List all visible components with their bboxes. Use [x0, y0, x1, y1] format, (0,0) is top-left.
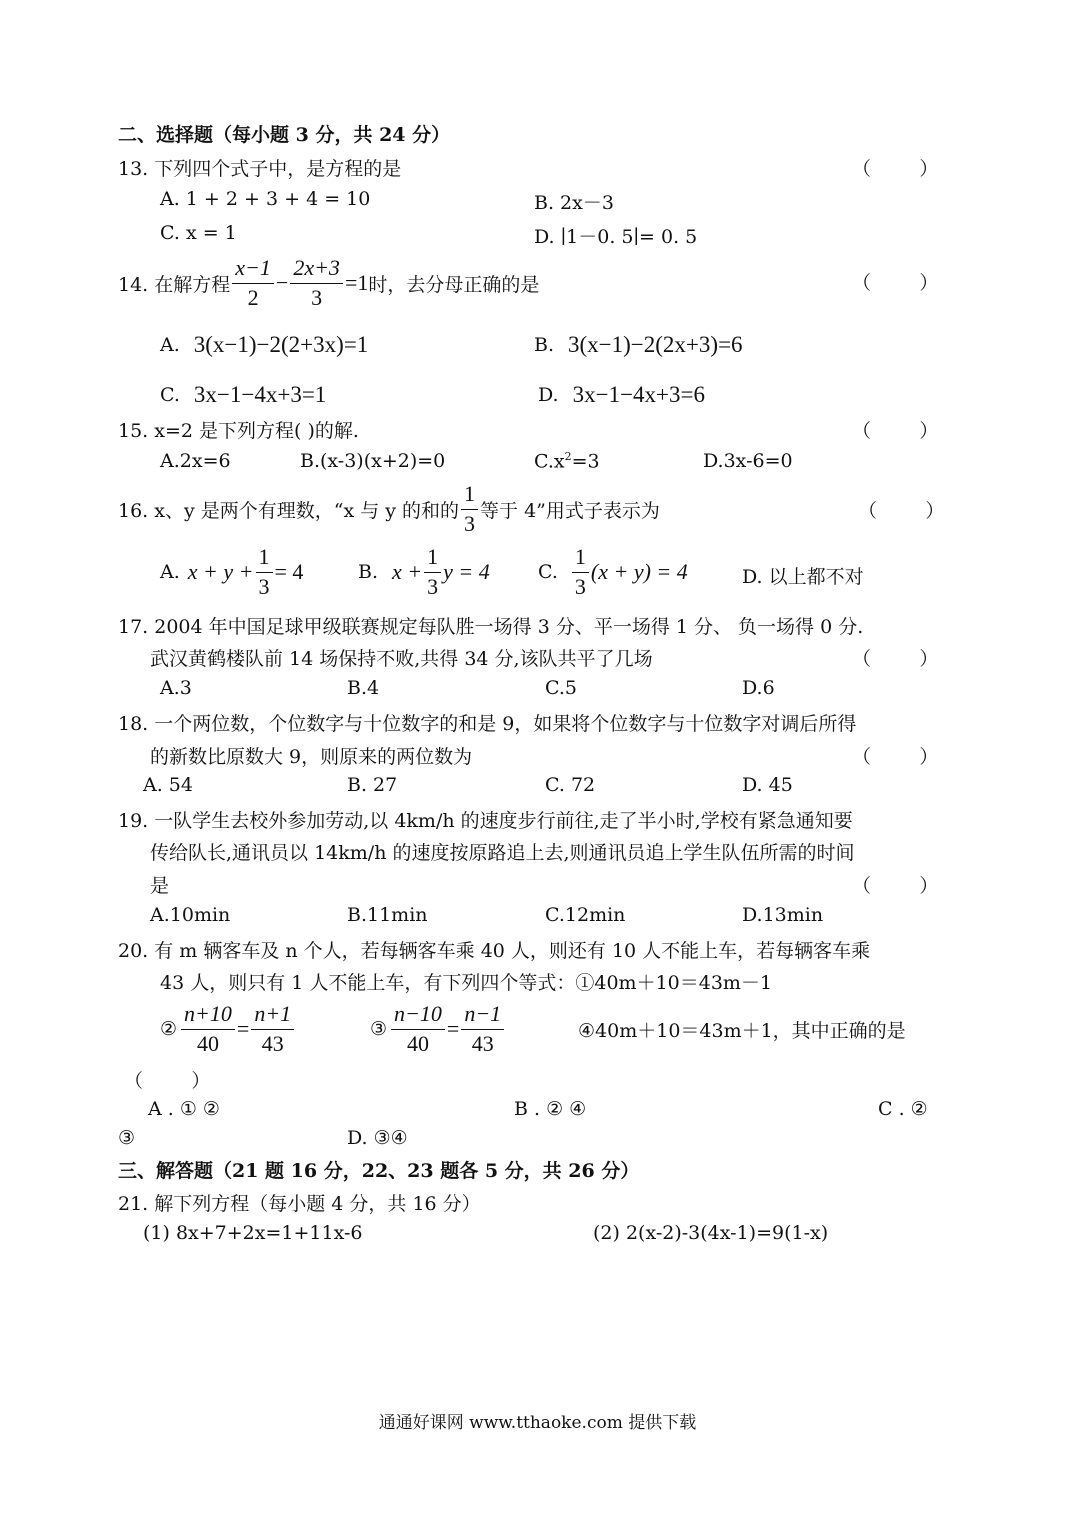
q20-option-c-continued: ③: [118, 1127, 136, 1149]
q14-option-d: [538, 382, 705, 408]
q20-eq2-fraction-left: [181, 1002, 235, 1055]
q16-option-a: [160, 542, 303, 602]
q16-fraction-numerator: 1: [461, 482, 478, 509]
q13-option-c: C. x = 1: [160, 222, 237, 244]
q16-option-a-fraction: [256, 545, 273, 598]
q20-eq3-fraction-left-denominator: 40: [406, 1030, 429, 1056]
q20-eq3-equals: =: [446, 1016, 460, 1041]
q16-option-b-fraction: [424, 545, 441, 598]
answer-blank-14: （ ）: [852, 272, 939, 294]
q16-option-b-fraction-numerator: 1: [424, 545, 441, 572]
q15-option-b: B.(x-3)(x+2)=0: [300, 450, 446, 472]
q19-option-b: B.11min: [347, 904, 428, 926]
q18-option-d: D. 45: [742, 774, 793, 796]
question-14-stem: [118, 252, 539, 314]
q16-option-b-left: x +: [392, 559, 423, 584]
answer-blank-15: （ ）: [852, 420, 939, 442]
q16-option-a-fraction-denominator: 3: [258, 573, 270, 599]
q20-eq2-fraction-left-denominator: 40: [196, 1030, 219, 1056]
q20-eq2-equals: =: [236, 1016, 250, 1041]
q16-option-b-right: y = 4: [443, 559, 490, 584]
q20-eq3-fraction-right-denominator: 43: [471, 1030, 494, 1056]
q14-option-d-math: 3x−1−4x+3=6: [572, 382, 705, 407]
q20-option-c: C . ②: [878, 1098, 928, 1120]
q14-fraction-1: [232, 256, 274, 309]
q14-option-c-math: 3x−1−4x+3=1: [193, 382, 327, 407]
q14-option-b-math: 3(x−1)−2(2x+3)=6: [568, 332, 743, 357]
q16-fraction-denominator: 3: [464, 510, 476, 536]
question-17-line-1: 17. 2004 年中国足球甲级联赛规定每队胜一场得 3 分、平一场得 1 分、 负一场得 0 分.: [118, 616, 864, 638]
q14-fraction-1-denominator: 2: [247, 284, 259, 310]
question-17-line-2: 武汉黄鹤楼队前 14 场保持不败,共得 34 分,该队共平了几场: [150, 648, 653, 670]
q17-option-c: C.5: [545, 677, 577, 699]
q19-option-d: D.13min: [742, 904, 824, 926]
q14-minus: −: [275, 270, 289, 295]
q16-option-b-fraction-denominator: 3: [427, 573, 439, 599]
q20-eq2-fraction-right: [251, 1002, 294, 1055]
q14-option-b-label: B.: [534, 334, 555, 356]
answer-blank-13: （ ）: [852, 158, 939, 180]
answer-blank-19: （ ）: [852, 875, 939, 897]
q13-option-b: B. 2x－3: [534, 192, 614, 214]
q15-option-c: [534, 450, 600, 472]
q18-option-c: C. 72: [545, 774, 596, 796]
question-19-line-1: 19. 一队学生去校外参加劳动,以 4km/h 的速度步行前往,走了半小时,学校有紧急通知要: [118, 810, 853, 832]
q20-eq3-fraction-left-numerator: n−10: [391, 1002, 445, 1029]
q20-eq3-fraction-right: [461, 1002, 504, 1055]
answer-blank-16: （ ）: [858, 500, 945, 522]
q14-fraction-1-numerator: x−1: [232, 256, 274, 283]
q20-eq3-fraction-left: [391, 1002, 445, 1055]
q15-option-d: D.3x-6=0: [703, 450, 793, 472]
q19-option-c: C.12min: [545, 904, 626, 926]
q15-option-a: A.2x=6: [160, 450, 231, 472]
q20-eq3-fraction-right-numerator: n−1: [461, 1002, 504, 1029]
q16-option-c: [538, 542, 688, 602]
q16-option-b: [358, 542, 490, 602]
q21-part-2: (2) 2(x-2)-3(4x-1)=9(1-x): [593, 1222, 829, 1244]
q14-option-a-math: 3(x−1)−2(2+3x)=1: [193, 332, 369, 357]
q16-fraction: [461, 482, 478, 535]
q15-option-c-exponent: 2: [564, 450, 572, 463]
q16-option-a-fraction-numerator: 1: [256, 545, 273, 572]
q16-option-c-fraction-denominator: 3: [574, 573, 586, 599]
q20-equation-3-label: ③: [370, 1018, 388, 1040]
q20-option-a: A . ① ②: [148, 1098, 220, 1120]
q20-equation-3: [370, 998, 506, 1060]
q14-prefix: 14. 在解方程: [118, 273, 231, 296]
q20-eq2-fraction-right-numerator: n+1: [251, 1002, 294, 1029]
question-18-line-1: 18. 一个两位数，个位数字与十位数字的和是 9，如果将个位数字与十位数字对调后所得: [118, 713, 857, 735]
question-18-line-2: 的新数比原数大 9，则原来的两位数为: [150, 746, 473, 768]
q19-option-a: A.10min: [150, 904, 231, 926]
q13-option-a: A. 1 + 2 + 3 + 4 = 10: [160, 188, 371, 210]
q14-suffix: 时，去分母正确的是: [368, 273, 540, 296]
q17-option-b: B.4: [347, 677, 380, 699]
q20-equation-4: ④40m＋10＝43m＋1，其中正确的是: [578, 1020, 906, 1042]
q14-option-c-label: C.: [160, 384, 180, 406]
answer-blank-20: （ ）: [124, 1070, 211, 1092]
q15-option-c-base: C.x: [534, 450, 565, 473]
q14-option-b: [534, 332, 743, 358]
q16-option-c-label: C.: [538, 561, 558, 583]
q14-fraction-2-denominator: 3: [311, 284, 323, 310]
q13-option-d: D. ∣1－0. 5∣= 0. 5: [534, 226, 698, 248]
q14-equals-one: =1: [344, 270, 369, 295]
question-19-line-2: 传给队长,通讯员以 14km/h 的速度按原路追上去,则通讯员追上学生队伍所需的时间: [150, 842, 855, 864]
q21-part-1: (1) 8x+7+2x=1+11x-6: [143, 1222, 363, 1244]
question-16-stem: [118, 480, 660, 538]
q18-option-b: B. 27: [347, 774, 398, 796]
answer-blank-17: （ ）: [852, 648, 939, 670]
q15-option-c-rest: =3: [571, 450, 600, 473]
q20-equation-2-label: ②: [160, 1018, 178, 1040]
q20-eq2-fraction-left-numerator: n+10: [181, 1002, 235, 1029]
question-20-line-2: 43 人，则只有 1 人不能上车，有下列四个等式：①40m＋10＝43m－1: [160, 972, 773, 994]
question-20-line-1: 20. 有 m 辆客车及 n 个人，若每辆客车乘 40 人，则还有 10 人不能上车，若每辆客车乘: [118, 940, 871, 962]
q16-option-a-label: A.: [160, 561, 180, 583]
q16-option-a-left: x + y +: [187, 559, 254, 584]
q20-eq2-fraction-right-denominator: 43: [261, 1030, 284, 1056]
q16-option-c-right: (x + y) = 4: [590, 559, 688, 584]
question-21-stem: 21. 解下列方程（每小题 4 分，共 16 分）: [118, 1193, 481, 1215]
q20-option-b: B . ② ④: [514, 1098, 587, 1120]
q16-option-d: D. 以上都不对: [742, 566, 864, 588]
q14-option-d-label: D.: [538, 384, 559, 406]
q18-option-a: A. 54: [143, 774, 193, 796]
page-footer: 通通好课网 www.tthaoke.com 提供下载: [378, 1413, 697, 1433]
q14-fraction-2-numerator: 2x+3: [290, 256, 343, 283]
q16-prefix: 16. x、y 是两个有理数，“x 与 y 的和的: [118, 499, 460, 522]
q14-option-c: [160, 382, 326, 408]
q16-option-a-right: = 4: [274, 559, 304, 584]
q14-fraction-2: [290, 256, 343, 309]
question-15-stem: 15. x=2 是下列方程( )的解.: [118, 420, 359, 442]
q16-suffix: 等于 4”用式子表示为: [480, 499, 660, 522]
answer-blank-18: （ ）: [852, 746, 939, 768]
q14-option-a-label: A.: [160, 334, 180, 356]
section-heading-choice: 二、选择题（每小题 3 分，共 24 分）: [118, 124, 451, 146]
q16-option-c-fraction-numerator: 1: [572, 545, 589, 572]
q20-equation-2: [160, 998, 296, 1060]
q16-option-c-fraction: [572, 545, 589, 598]
question-13-stem: 13. 下列四个式子中，是方程的是: [118, 158, 402, 180]
q14-option-a: [160, 332, 368, 358]
q17-option-d: D.6: [742, 677, 775, 699]
question-19-line-3: 是: [150, 875, 170, 897]
section-heading-solve: 三、解答题（21 题 16 分，22、23 题各 5 分，共 26 分）: [118, 1160, 640, 1182]
q17-option-a: A.3: [160, 677, 192, 699]
q16-option-b-label: B.: [358, 561, 379, 583]
q20-option-d: D. ③④: [347, 1127, 408, 1149]
